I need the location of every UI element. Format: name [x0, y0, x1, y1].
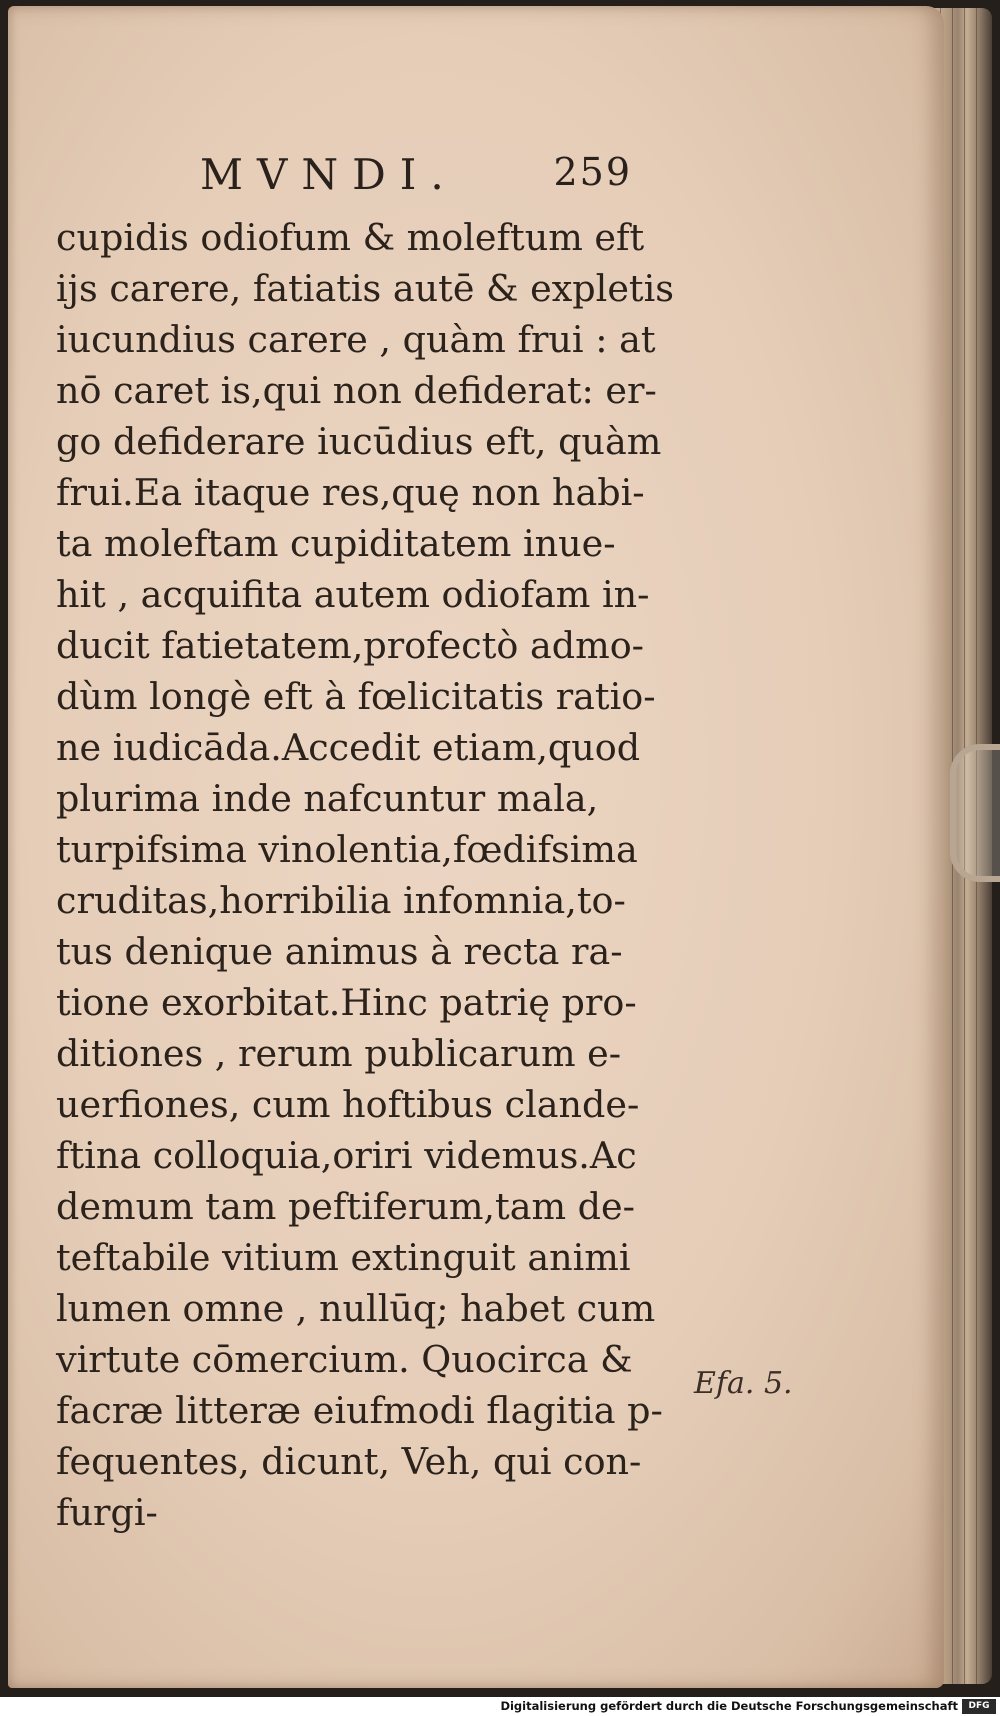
text-line: demum tam peftiferum,tam de- — [56, 1185, 635, 1228]
text-line: ne iudicāda.Accedit etiam,quod — [56, 726, 641, 769]
text-line: tus denique animus à recta ra- — [56, 930, 623, 973]
text-line: turpifsima vinolentia,fœdifsima — [56, 828, 638, 871]
running-header — [200, 150, 650, 210]
text-line: virtute cōmercium. Quocirca & — [56, 1338, 633, 1381]
text-line: teftabile vitium extinguit animi — [56, 1236, 631, 1279]
page-clasp — [950, 744, 1000, 882]
text-line: furgi- — [56, 1491, 158, 1534]
text-line: dùm longè eft à fœlicitatis ratio- — [56, 675, 656, 718]
body-text — [56, 212, 696, 1538]
text-line: ducit fatietatem,profectò admo- — [56, 624, 645, 667]
text-line: frui.Ea itaque res,quę non habi- — [56, 471, 645, 514]
margin-note: Efa. 5. — [694, 1366, 793, 1401]
dfg-logo: DFG — [962, 1699, 996, 1714]
text-line: ijs carere, fatiatis autē & expletis — [56, 267, 675, 310]
digitization-credit — [0, 1697, 1000, 1716]
text-line: nō caret is,qui non defiderat: er- — [56, 369, 657, 412]
text-line: facræ litteræ eiufmodi flagitia p- — [56, 1389, 663, 1432]
text-line: lumen omne , nullūq; habet cum — [56, 1287, 656, 1330]
text-line: hit , acquifita autem odiofam in- — [56, 573, 650, 616]
text-line: fequentes, dicunt, Veh, qui con- — [56, 1440, 642, 1483]
credit-text: Digitalisierung gefördert durch die Deutsche Forschungsgemeinschaft — [500, 1699, 958, 1713]
text-line: iucundius carere , quàm frui : at — [56, 318, 656, 361]
text-line: tione exorbitat.Hinc patrię pro- — [56, 981, 637, 1024]
text-line: ditiones , rerum publicarum e- — [56, 1032, 622, 1075]
text-line: plurima inde nafcuntur mala, — [56, 777, 599, 820]
text-line: ftina colloquia,oriri videmus.Ac — [56, 1134, 637, 1177]
running-title: MVNDI. — [200, 150, 458, 199]
page-number: 259 — [553, 150, 632, 194]
text-line: ta moleftam cupiditatem inue- — [56, 522, 616, 565]
text-line: go defiderare iucūdius eft, quàm — [56, 420, 662, 463]
text-line: cruditas,horribilia infomnia,to- — [56, 879, 626, 922]
text-line: cupidis odiofum & moleftum eft — [56, 216, 645, 259]
text-line: uerfiones, cum hoftibus clande- — [56, 1083, 640, 1126]
